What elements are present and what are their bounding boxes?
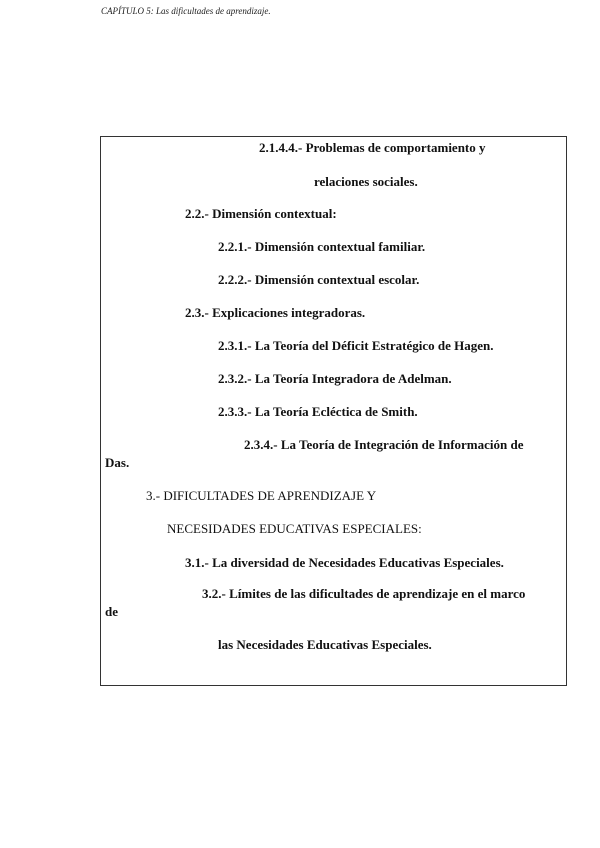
toc-line-2-2-2: 2.2.2.- Dimensión contextual escolar.	[218, 272, 420, 287]
toc-line-2-1-4-4-cont: relaciones sociales.	[314, 174, 418, 189]
toc-line-3-2-end: las Necesidades Educativas Especiales.	[218, 637, 432, 652]
toc-line-2-2-1: 2.2.1.- Dimensión contextual familiar.	[218, 239, 426, 254]
toc-line-3-cont: NECESIDADES EDUCATIVAS ESPECIALES:	[167, 521, 422, 536]
toc-box	[100, 136, 567, 686]
toc-line-2-3: 2.3.- Explicaciones integradoras.	[185, 305, 366, 320]
toc-line-2-3-4-cont: Das.	[105, 455, 130, 470]
toc-line-2-2: 2.2.- Dimensión contextual:	[185, 206, 337, 221]
toc-line-2-3-3: 2.3.3.- La Teoría Ecléctica de Smith.	[218, 404, 418, 419]
toc-line-3-1: 3.1.- La diversidad de Necesidades Educativas Especiales.	[185, 555, 504, 570]
toc-line-2-3-1: 2.3.1.- La Teoría del Déficit Estratégico de Hagen.	[218, 338, 494, 353]
toc-line-3-2-cont: de	[105, 604, 118, 619]
toc-line-3: 3.- DIFICULTADES DE APRENDIZAJE Y	[146, 488, 377, 503]
toc-line-2-3-4: 2.3.4.- La Teoría de Integración de Información de	[244, 437, 524, 452]
toc-line-3-2: 3.2.- Límites de las dificultades de aprendizaje en el marco	[202, 586, 526, 601]
toc-line-2-3-2: 2.3.2.- La Teoría Integradora de Adelman.	[218, 371, 452, 386]
toc-line-2-1-4-4: 2.1.4.4.- Problemas de comportamiento y	[259, 140, 486, 155]
page-header: CAPÍTULO 5: Las dificultades de aprendizaje.	[101, 6, 271, 16]
